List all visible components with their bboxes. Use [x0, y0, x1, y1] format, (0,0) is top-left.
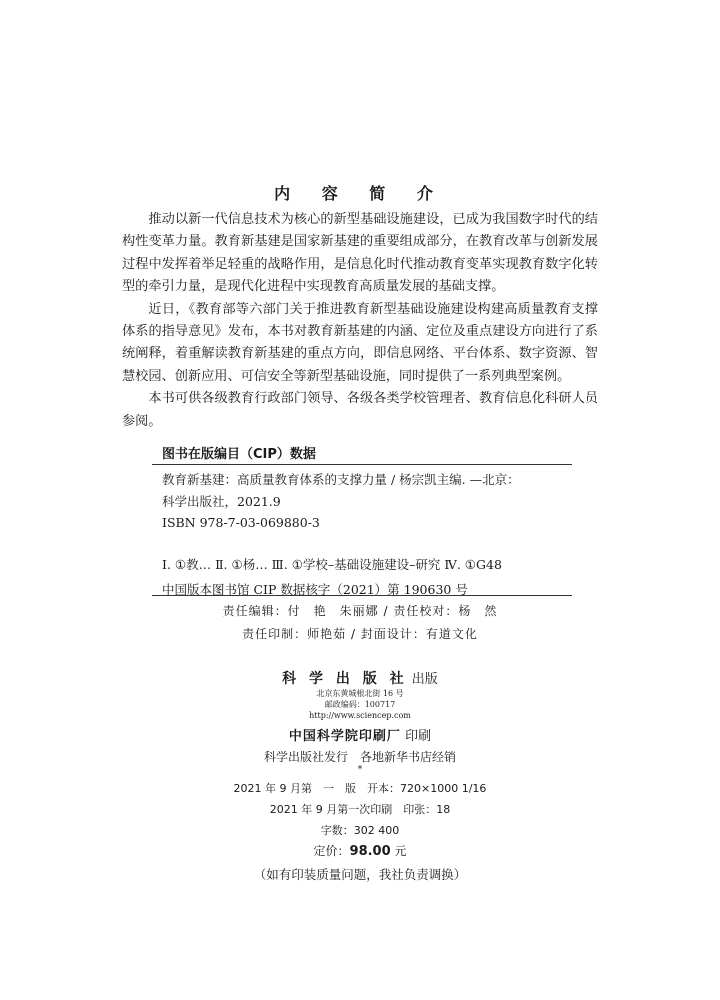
price-value: 98.00	[349, 844, 391, 859]
edition-block	[0, 778, 720, 885]
printer-suffix: 印刷	[400, 729, 432, 744]
cip-isbn: ISBN 978-7-03-069880-3	[162, 515, 320, 530]
cip-bottom-rule	[152, 595, 572, 596]
cip-data-block	[162, 469, 582, 601]
printer-name: 中国科学院印刷厂	[288, 729, 401, 744]
publisher-name: 科 学 出 版 社	[282, 671, 408, 687]
printer-line	[0, 725, 720, 744]
summary-paragraph: 近日，《教育部等六部门关于推进教育新型基础设施建设构建高质量教育支撑体系的指导意见》发布，本书对教育新基建的内涵、定位及重点建设方向进行了系统阐释，着重解读教育新基建的重点方向，即信息网络、平台体系、数字资源、智慧校园、创新应用、可信安全等新型基础设施，同时提供了一系列典型案例。	[122, 301, 598, 384]
distribution-line: 科学出版社发行 各地新华书店经销	[263, 750, 456, 764]
cip-cn-number: 中国版本图书馆 CIP 数据核字（2021）第 190630 号	[162, 582, 468, 597]
price-line	[0, 841, 720, 862]
edition-line: 2021 年 9 月第 一 版 开本：720×1000 1/16	[233, 782, 487, 795]
printing-line: 2021 年 9 月第一次印刷 印张：18	[269, 803, 451, 816]
publisher-line	[0, 668, 720, 688]
summary-section	[122, 209, 598, 433]
cip-title-line: 教育新基建：高质量教育体系的支撑力量 / 杨宗凯主编. —北京：	[162, 472, 520, 487]
publisher-block	[0, 668, 720, 775]
word-count: 字数：302 400	[320, 824, 400, 837]
publisher-postcode: 邮政编码：100717	[324, 700, 396, 709]
cip-classification: Ⅰ. ①教… Ⅱ. ①杨… Ⅲ. ①学校–基础设施建设–研究 Ⅳ. ①G48	[162, 556, 502, 572]
price-label: 定价：	[313, 844, 350, 858]
cip-publisher-line: 科学出版社，2021.9	[162, 493, 281, 509]
page-title: 内 容 简 介	[274, 184, 446, 203]
publisher-suffix: 出版	[407, 672, 438, 687]
publisher-address: 北京东黄城根北街 16 号	[316, 689, 404, 698]
editors-block	[0, 600, 720, 646]
summary-paragraph: 本书可供各级教育行政部门领导、各级各类学校管理者、教育信息化科研人员参阅。	[122, 391, 598, 429]
summary-paragraph: 推动以新一代信息技术为核心的新型基础设施建设，已成为我国数字时代的结构性变革力量。教育新基建是国家新基建的重要组成部分，在教育改革与创新发展过程中发挥着举足轻重的战略作用，是信息化时代推动教育变革实现教育数字化转型的牵引力量，是现代化进程中实现教育高质量发展的基础支撑。	[122, 212, 598, 295]
price-unit: 元	[390, 844, 407, 858]
publisher-website: http://www.sciencep.com	[309, 711, 411, 720]
cip-top-rule	[152, 464, 572, 465]
cip-heading: 图书在版编目（CIP）数据	[162, 447, 316, 462]
editors-line: 责任编辑：付 艳 朱丽娜 / 责任校对：杨 然	[222, 604, 498, 618]
editors-line: 责任印制：师艳茹 / 封面设计：有道文化	[242, 627, 478, 641]
quality-notice: （如有印装质量问题，我社负责调换）	[253, 867, 467, 882]
separator-star: *	[357, 765, 363, 775]
